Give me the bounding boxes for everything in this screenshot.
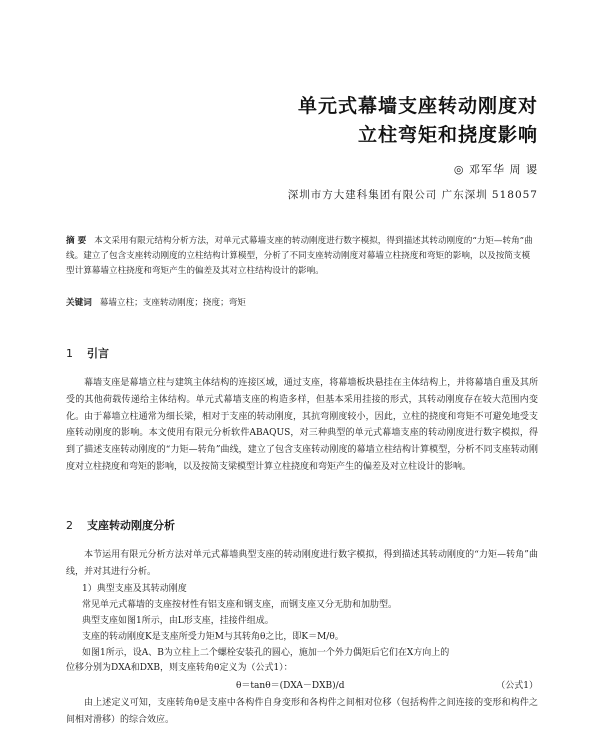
body-line: 1）典型支座及其转动刚度 [82, 584, 187, 594]
body-line: 如图1所示，设A、B为立柱上二个螺栓安装孔的圆心，施加一个外力偶矩后它们在X方向上的 [82, 648, 450, 658]
body-line: 典型支座如图1所示，由L形支座，挂接件组成。 [82, 616, 274, 626]
body-line: 支座的转动刚度K是支座所受力矩M与其转角θ之比，即K＝M/θ。 [82, 632, 344, 642]
body-line: 常见单元式幕墙的支座按材性有铝支座和钢支座，而钢支座又分无肋和加肋型。 [82, 600, 398, 610]
abstract-label: 摘 要 [66, 236, 87, 246]
authors: ◎ 邓军华 周 谡 [453, 163, 538, 176]
section-heading-1 [66, 345, 109, 361]
keywords-label: 关键词 [66, 298, 92, 308]
formula-label: （公式1） [496, 681, 538, 691]
title-line-2: 立柱弯矩和挠度影响 [357, 124, 538, 146]
abstract [66, 234, 536, 279]
section-1-paragraph: 幕墙支座是幕墙立柱与建筑主体结构的连接区域，通过支座，将幕墙板块悬挂在主体结构上，并将幕墙自重及其所受的其他荷载传递给主体结构。单元式幕墙支座的构造多样，但基本采用挂接的形式，其转动刚度存在较大范围内变化。由于幕墙立柱通常为细长梁，相对于支座的转动刚度，其抗弯刚度较小，因此，立柱的挠度和弯矩不可避免地受支座转动刚度的影响。本文使用有限元分析软件ABAQUS，对三种典型的单元式幕墙支座的转动刚度进行数字模拟，得到了描述支座转动刚度的“力矩—转角”曲线，建立了包含支座转动刚度的幕墙立柱结构计算模型，分析不同支座转动刚度对立柱挠度和弯矩的影响，以及按简支梁模型计算立柱挠度和弯矩产生的偏差及对立柱设计的影响。 [66, 378, 538, 472]
body-line: 位移分别为DXA和DXB，则支座转角θ定义为（公式1）： [66, 663, 293, 673]
affiliation: 深圳市方大建科集团有限公司 广东深圳 518057 [287, 189, 538, 201]
formula-expression: θ＝tanθ＝(DXA－DXB)/d [236, 681, 345, 691]
section-title: 支座转动刚度分析 [87, 519, 175, 532]
title-line-1: 单元式幕墙支座转动刚度对 [297, 95, 538, 117]
section-heading-2 [66, 517, 175, 533]
closing-paragraph: 由上述定义可知，支座转角θ是支座中各构件自身变形和各构件之间相对位移（包括构件之间连接的变形和构件之间相对滑移）的综合效应。 [66, 698, 538, 725]
paper-title [298, 92, 538, 150]
section-2-paragraph: 本节运用有限元分析方法对单元式幕墙典型支座的转动刚度进行数字模拟，得到描述其转动刚度的“力矩—转角”曲线，并对其进行分析。 [66, 550, 538, 577]
section-number: 1 [66, 347, 73, 360]
keywords [66, 296, 536, 310]
keywords-text: 幕墙立柱；支座转动刚度；挠度；弯矩 [99, 298, 246, 308]
section-number: 2 [66, 519, 73, 532]
abstract-text: 本文采用有限元结构分析方法，对单元式幕墙支座的转动刚度进行数字模拟，得到描述其转动刚度的“力矩—转角”曲线。建立了包含支座转动刚度的立柱结构计算模型，分析了不同支座转动刚度对幕墙立柱挠度和弯矩的影响，以及按简支模型计算幕墙立柱挠度和弯矩产生的偏差及其对立柱结构设计的影响。 [66, 236, 533, 276]
section-title: 引言 [87, 347, 109, 360]
